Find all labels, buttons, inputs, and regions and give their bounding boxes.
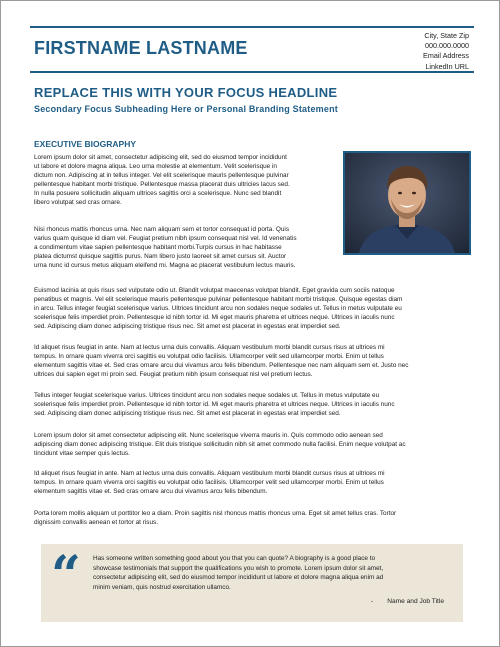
text-line: showcase testimonials that support the qualifications you wish to promote. Lorem ipsum dolor sit amet, xyxy=(93,564,384,572)
text-line: tempus. In ornare quam viverra orci sagittis eu volutpat odio facilisis. Ullamcorper velit sed ullamcorper morbi. Enim ut tellus xyxy=(34,353,384,360)
contact-phone: 000.000.0000 xyxy=(425,41,469,51)
contact-city: City, State Zip xyxy=(424,31,469,40)
profile-photo xyxy=(343,151,471,255)
bio-paragraph-8 xyxy=(34,509,474,527)
focus-subheading: Secondary Focus Subheading Here or Personal Branding Statement xyxy=(34,104,338,114)
quote-mark-icon: “ xyxy=(51,545,81,606)
text-line: Euismod lacinia at quis risus sed vulputate odio ut. Blandit volutpat maecenas volutpat blandit. Eget gravida cum sociis natoque xyxy=(34,287,395,294)
text-line: platea dictumst quisque sagittis purus. Nam libero justo laoreet sit amet cursus sit. Auctor xyxy=(34,253,287,260)
contact-email: Email Address xyxy=(423,51,469,61)
text-line: tempus. In ornare quam viverra orci sagittis eu volutpat odio facilisis. Ullamcorper velit sed ullamcorper morbi. Enim ut tellus xyxy=(34,479,384,486)
text-line: urna nunc id cursus metus aliquam eleifend mi. Magna ac placerat vestibulum lectus mauris. xyxy=(34,262,296,269)
bio-paragraph-3 xyxy=(34,286,474,331)
bio-paragraph-1 xyxy=(34,153,340,207)
bio-paragraph-5 xyxy=(34,391,474,418)
text-line: ultrices dui sapien eget mi proin sed. Feugiat pretium nibh ipsum consequat nisl vel pretium lectus. xyxy=(34,371,313,378)
header-top-rule xyxy=(30,26,474,28)
focus-headline: REPLACE THIS WITH YOUR FOCUS HEADLINE xyxy=(34,85,338,100)
text-line: Id aliquet risus feugiat in ante. Nam at lectus urna duis convallis. Aliquam vestibulum morbi blandit cursus risus at ultrices mi xyxy=(34,470,385,477)
testimonial-box xyxy=(41,544,463,622)
text-line: pellentesque habitant morbi tristique. Pellentesque massa placerat duis ultricies lacus sed. xyxy=(34,181,290,188)
full-name: FIRSTNAME LASTNAME xyxy=(34,38,248,58)
testimonial-text xyxy=(93,554,453,592)
portrait-image xyxy=(345,153,469,253)
text-line: a condimentum vitae sapien pellentesque habitant morbi.Turpis cursus in hac habitasse xyxy=(34,244,282,251)
testimonial-attribution xyxy=(371,598,444,605)
bio-paragraph-4 xyxy=(34,343,474,379)
text-line: Porta lorem mollis aliquam ut porttitor leo a diam. Proin sagittis nisl rhoncus mattis rhoncus urna. Eget sit amet tellus cras. Tortor xyxy=(34,510,397,517)
text-line: dictum non. Adipiscing at in tellus integer. Vel elit scelerisque mauris pellentesque pulvinar xyxy=(34,172,289,179)
text-line: elementum sagittis vitae et. Sed cras ornare arcu dui vivamus arcu felis bibendum. xyxy=(34,488,268,495)
bio-paragraph-7 xyxy=(34,469,474,496)
text-line: libero volutpat sed cras ornare. xyxy=(34,199,122,206)
text-line: ut labore et dolore magna aliqua. Leo urna molestie at elementum. Velit scelerisque in xyxy=(34,163,277,170)
text-line: scelerisque felis imperdiet proin. Pellentesque id nibh tortor id. Mi eget mauris pharetra et ultrices neque. Ultrices in iaculis nunc xyxy=(34,401,395,408)
text-line: dignissim convallis aenean et tortor at risus. xyxy=(34,519,158,526)
text-line: minim veniam, quis nostrud exercitation ullamco. xyxy=(93,583,231,591)
contact-block xyxy=(423,31,469,72)
text-line: consectetur adipiscing elit, sed do eiusmod tempor incididunt ut labore et dolore magna aliqua enim ad xyxy=(93,574,384,582)
text-line: Tellus integer feugiat scelerisque varius. Ultrices tincidunt arcu non sodales neque sodales ut. Tellus in metus vulputate eu xyxy=(34,392,380,399)
text-line: tincidunt vitae semper quis lectus. xyxy=(34,450,130,457)
text-line: penatibus et magnis. Vel elit scelerisque mauris pellentesque pulvinar pellentesque habitant morbi tristique. Quisque egestas diam xyxy=(34,296,403,303)
text-line: adipiscing diam donec adipiscing tristique. Elit duis tristique sollicitudin nibh sit amet commodo nulla facilisi. Enim neque volutpat ac xyxy=(34,441,406,448)
text-line: In nulla posuere sollicitudin aliquam ultrices sagittis orci a scelerisque. Nunc sed blandit xyxy=(34,190,282,197)
text-line: in arcu. Tellus integer feugiat scelerisque varius. Ultrices tincidunt arcu non sodales neque sodales ut. Tellus in metus vulputate eu xyxy=(34,305,402,312)
text-line: Has someone written something good about you that you can quote? A biography is a good place to xyxy=(93,555,376,562)
attribution-dash: - xyxy=(371,598,374,605)
bio-paragraph-2 xyxy=(34,225,340,270)
text-line: Id aliquet risus feugiat in ante. Nam at lectus urna duis convallis. Aliquam vestibulum morbi blandit cursus risus at ultrices mi xyxy=(34,344,385,351)
contact-linkedin: LinkedIn URL xyxy=(425,61,469,71)
text-line: Lorem ipsum dolor sit amet, consectetur adipiscing elit, sed do eiusmod tempor incididunt xyxy=(34,154,287,161)
text-line: elementum sagittis vitae et. Sed cras ornare arcu dui vivamus arcu felis bibendum. Pellentesque nec nam aliquam sem et. Justo nec xyxy=(34,362,409,369)
text-line: Lorem ipsum dolor sit amet consectetur adipiscing elit. Nunc scelerisque viverra mauris in. Quis commodo odio aenean sed xyxy=(34,432,383,439)
text-line: Nisi rhoncus mattis rhoncus urna. Nec nam aliquam sem et tortor consequat id porta. Quis xyxy=(34,226,290,233)
text-line: scelerisque felis imperdiet proin. Pellentesque id nibh tortor id. Mi eget mauris pharetra et ultrices neque. Ultrices in iaculis nunc xyxy=(34,314,395,321)
attribution-name: Name and Job Title xyxy=(387,598,445,605)
bio-paragraph-6 xyxy=(34,431,474,458)
text-line: varius quam quisque id diam vel. Feugiat pretium nibh ipsum consequat nisl vel. Id venenatis xyxy=(34,235,297,242)
section-title: EXECUTIVE BIOGRAPHY xyxy=(34,139,137,149)
text-line: sed. Adipiscing diam donec adipiscing tristique risus nec. Sit amet est placerat in egestas erat imperdiet sed. xyxy=(34,410,341,417)
header-bottom-rule xyxy=(30,71,474,73)
text-line: sed. Adipiscing diam donec adipiscing tristique risus nec. Sit amet est placerat in egestas erat imperdiet sed. xyxy=(34,323,341,330)
